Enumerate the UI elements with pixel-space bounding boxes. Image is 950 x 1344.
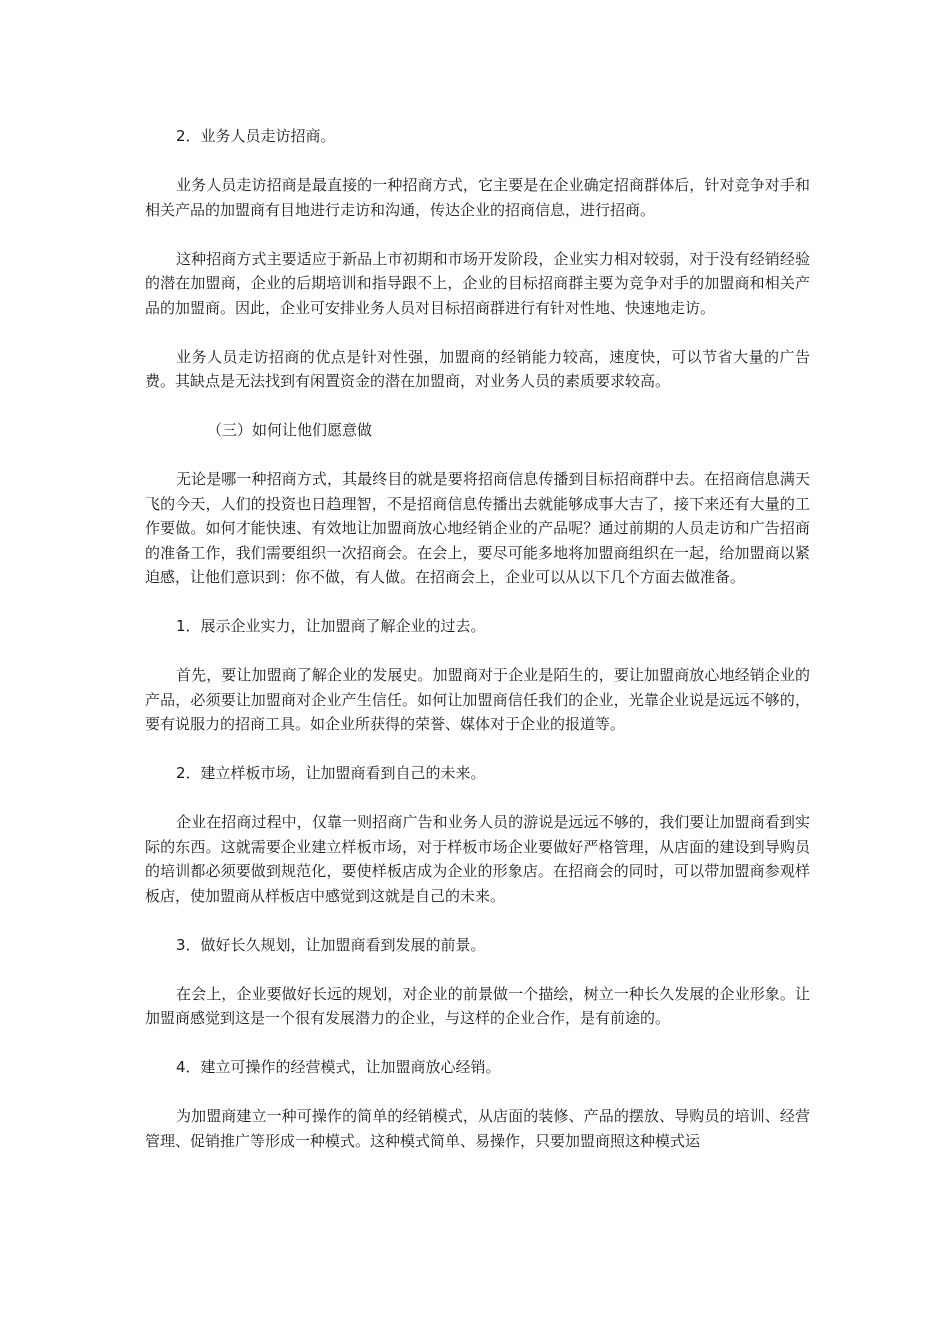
paragraph-visit-definition: 业务人员走访招商是最直接的一种招商方式，它主要是在企业确定招商群体后，针对竞争对手和相关产品的加盟商有目地进行走访和沟通，传达企业的招商信息，进行招商。 bbox=[145, 176, 810, 219]
heading-long-term-plan: 3．做好长久规划，让加盟商看到发展的前景。 bbox=[176, 935, 486, 954]
paragraph-model-market: 企业在招商过程中，仅靠一则招商广告和业务人员的游说是远远不够的，我们要让加盟商看到实际的东西。这就需要企业建立样板市场，对于样板市场企业要做好严格管理，从店面的建设到导购员的培训都必须要做到规范化，要使样板店成为企业的形象店。在招商会的同时，可以带加盟商参观样板店，使加盟商从样板店中感觉到这就是自己的未来。 bbox=[145, 813, 810, 905]
paragraph-visit-pros-cons: 业务人员走访招商的优点是针对性强，加盟商的经销能力较高，速度快，可以节省大量的广告费。其缺点是无法找到有闲置资金的潜在加盟商，对业务人员的素质要求较高。 bbox=[145, 347, 810, 390]
document-page bbox=[145, 124, 810, 1153]
paragraph-show-strength: 首先，要让加盟商了解企业的发展史。加盟商对于企业是陌生的，要让加盟商放心地经销企业的产品，必须要让加盟商对企业产生信任。如何让加盟商信任我们的企业，光靠企业说是远远不够的，要有说服力的招商工具。如企业所获得的荣誉、媒体对于企业的报道等。 bbox=[145, 666, 810, 733]
heading-model-market: 2．建立样板市场，让加盟商看到自己的未来。 bbox=[176, 764, 486, 782]
paragraph-long-term-plan: 在会上，企业要做好长远的规划，对企业的前景做一个描绘，树立一种长久发展的企业形象。让加盟商感觉到这是一个很有发展潜力的企业，与这样的企业合作，是有前途的。 bbox=[145, 984, 810, 1027]
paragraph-visit-applicability: 这种招商方式主要适应于新品上市初期和市场开发阶段，企业实力相对较弱，对于没有经销经验的潜在加盟商，企业的后期培训和指导跟不上，企业的目标招商群主要为竞争对手的加盟商和相关产品的加盟商。因此，企业可安排业务人员对目标招商群进行有针对性地、快速地走访。 bbox=[145, 249, 810, 317]
heading-visit-recruitment: 2．业务人员走访招商。 bbox=[176, 127, 336, 145]
section-heading-willing: （三）如何让他们愿意做 bbox=[207, 421, 373, 439]
paragraph-recruitment-meeting: 无论是哪一种招商方式，其最终目的就是要将招商信息传播到目标招商群中去。在招商信息满天飞的今天，人们的投资也日趋理智，不是招商信息传播出去就能够成事大吉了，接下来还有大量的工作要做。如何才能快速、有效地让加盟商放心地经销企业的产品呢？通过前期的人员走访和广告招商的准备工作，我们需要组织一次招商会。在会上，要尽可能多地将加盟商组织在一起，给加盟商以紧迫感，让他们意识到：你不做，有人做。在招商会上，企业可以从以下几个方面去做准备。 bbox=[145, 470, 810, 586]
heading-operating-model: 4．建立可操作的经营模式，让加盟商放心经销。 bbox=[176, 1058, 501, 1076]
heading-show-strength: 1．展示企业实力，让加盟商了解企业的过去。 bbox=[176, 617, 486, 635]
paragraph-operating-model: 为加盟商建立一种可操作的简单的经销模式，从店面的装修、产品的摆放、导购员的培训、经营管理、促销推广等形成一种模式。这种模式简单、易操作，只要加盟商照这种模式运 bbox=[145, 1107, 810, 1150]
